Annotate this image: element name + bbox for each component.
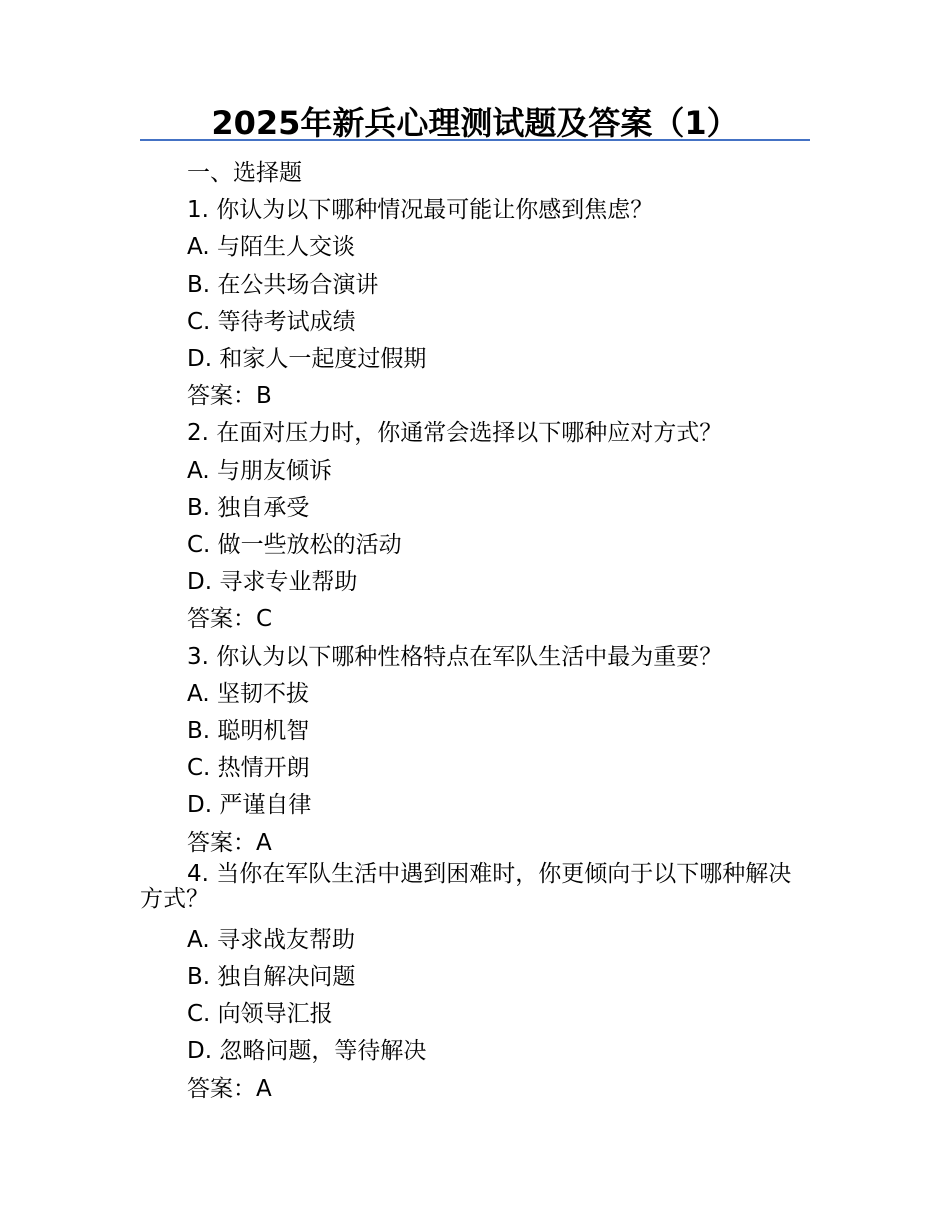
option-a: A. 寻求战友帮助 [187, 926, 355, 953]
option-a: A. 与朋友倾诉 [187, 457, 332, 484]
question-block [140, 415, 810, 638]
question-block [140, 192, 810, 415]
option-a: A. 与陌生人交谈 [187, 234, 355, 261]
question-stem: 3. 你认为以下哪种性格特点在军队生活中最为重要？ [187, 643, 723, 670]
answer-line: 答案：C [187, 606, 273, 633]
question-stem: 1. 你认为以下哪种情况最可能让你感到焦虑？ [187, 197, 654, 224]
document-body [140, 155, 810, 1108]
answer-line: 答案：A [187, 1075, 272, 1102]
option-c: C. 热情开朗 [187, 755, 310, 782]
option-c: C. 做一些放松的活动 [187, 532, 402, 559]
section-heading: 一、选择题 [187, 160, 302, 186]
answer-line: 答案：A [187, 829, 272, 856]
option-d: D. 严谨自律 [187, 792, 312, 819]
option-b: B. 独自承受 [187, 494, 310, 521]
question-block [140, 862, 810, 1108]
option-c: C. 等待考试成绩 [187, 308, 356, 335]
question-stem: 4. 当你在军队生活中遇到困难时，你更倾向于以下哪种解决方式？ [140, 860, 792, 912]
option-d: D. 和家人一起度过假期 [187, 346, 427, 373]
title-underline [140, 139, 810, 141]
option-b: B. 独自解决问题 [187, 964, 356, 991]
question-block [140, 639, 810, 862]
option-d: D. 忽略问题，等待解决 [187, 1038, 427, 1065]
option-a: A. 坚韧不拔 [187, 680, 309, 707]
option-b: B. 聪明机智 [187, 718, 310, 745]
document-title: 2025年新兵心理测试题及答案（1） [211, 104, 739, 142]
option-b: B. 在公共场合演讲 [187, 271, 379, 298]
option-d: D. 寻求专业帮助 [187, 569, 358, 596]
answer-line: 答案：B [187, 383, 272, 410]
option-c: C. 向领导汇报 [187, 1001, 333, 1028]
question-stem: 2. 在面对压力时，你通常会选择以下哪种应对方式？ [187, 420, 723, 447]
